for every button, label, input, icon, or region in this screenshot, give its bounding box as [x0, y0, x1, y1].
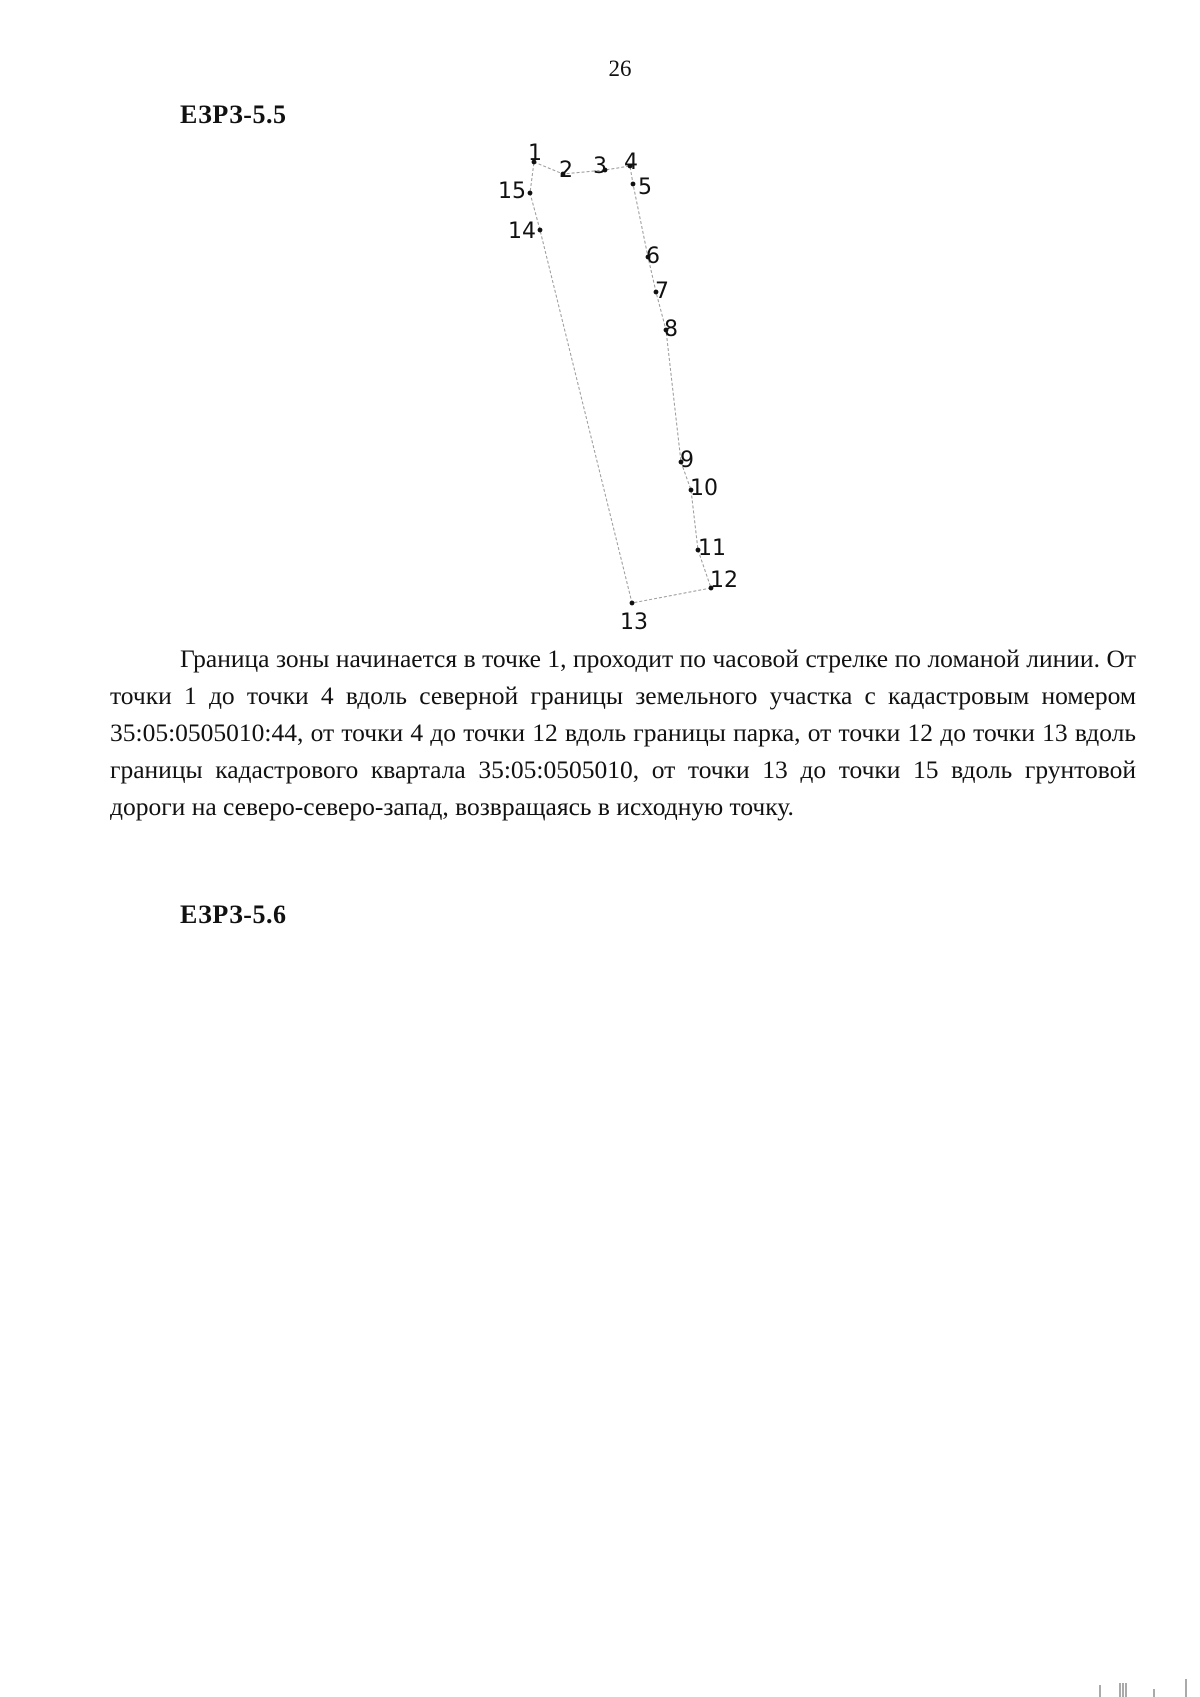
point-label-4: 4	[624, 150, 638, 175]
point-label-11: 11	[698, 536, 726, 561]
boundary-point-14	[538, 228, 543, 233]
point-label-3: 3	[593, 154, 607, 179]
point-label-10: 10	[690, 476, 718, 501]
section-heading-ezrz-5-6: ЕЗРЗ-5.6	[180, 900, 287, 929]
point-label-9: 9	[680, 448, 694, 473]
point-label-12: 12	[710, 568, 738, 593]
point-label-14: 14	[508, 219, 536, 244]
point-label-13: 13	[620, 610, 648, 635]
scan-edge-marks	[1050, 1667, 1200, 1697]
boundary-point-5	[631, 182, 636, 187]
point-label-6: 6	[646, 244, 660, 269]
section-heading-ezrz-5-5: ЕЗРЗ-5.5	[180, 100, 287, 129]
zone-boundary-diagram	[0, 0, 1200, 660]
point-label-8: 8	[664, 317, 678, 342]
zone-boundary-description: Граница зоны начинается в точке 1, проходит по часовой стрелке по ломаной линии. От точки 1 до точки 4 вдоль северной границы земельного участка с кадастровым номером 35:05:0505010:44, от точки 4 до точки 12 вдоль границы парка, от точки 12 до точки 13 вдоль границы кадастрового квартала 35:05:0505010, от точки 13 до точки 15 вдоль грунтовой дороги на северо-северо-запад, возвращаясь в исходную точку.	[110, 644, 1136, 821]
point-label-5: 5	[638, 175, 652, 200]
point-label-2: 2	[559, 158, 573, 183]
point-label-7: 7	[655, 279, 669, 304]
zone-boundary-line	[530, 162, 711, 603]
point-label-15: 15	[498, 179, 526, 204]
point-label-1: 1	[528, 141, 542, 166]
boundary-point-15	[528, 191, 533, 196]
page-number: 26	[608, 56, 632, 81]
boundary-point-13	[630, 601, 635, 606]
